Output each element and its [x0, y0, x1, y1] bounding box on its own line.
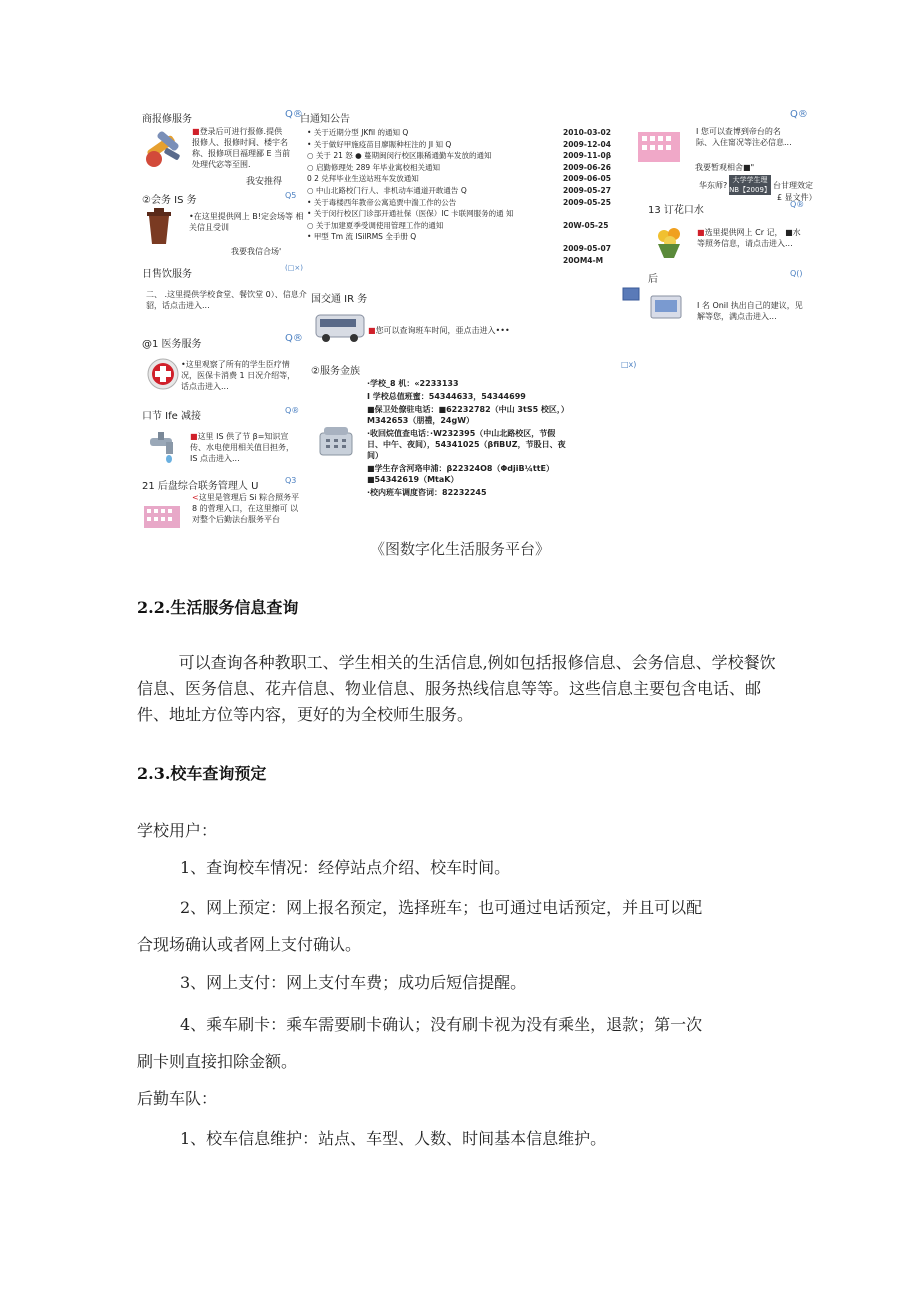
logistics-more-icon[interactable]: Q3: [285, 476, 297, 485]
logistics-bullet: <: [192, 493, 199, 502]
bus-desc-text: 您可以查询班车时间，亜点击进入•••: [375, 326, 510, 335]
hotline-phone-icon: [316, 423, 356, 459]
hotline-line: ·收回烷值查电话：·W232395（中山北路校区，节假日、中午、夜间），54341025（βfiBUZ，节股日、夜间）: [367, 429, 566, 460]
hotline-title[interactable]: ②服务金族: [311, 366, 360, 377]
dorm-link-3[interactable]: 台甘理效定: [773, 181, 813, 190]
property-computer-icon: [621, 286, 691, 326]
notice-item[interactable]: • 关于做好甲施疫苗目廖賑种枉注的 JI 知 Q: [307, 139, 452, 149]
logistics-title[interactable]: 21 后盘综合联务管理人 U: [142, 481, 259, 492]
bus-bullet: ■: [368, 326, 376, 335]
medical-bullet: •: [181, 360, 186, 369]
dorm-link[interactable]: 我要暂观相舍■": [695, 163, 755, 172]
notice-date: 2009-12-04: [563, 139, 611, 149]
repair-desc-text: 登录后可进行报修.提供 报修人、报修时间、楼宇名称、报修项目福理鄙 E 当前处理代宓等至围.: [192, 127, 291, 169]
repair-link[interactable]: 我安推得: [246, 177, 283, 187]
section-2-3-heading: 2.3.校车查询预定: [137, 764, 267, 783]
notice-item[interactable]: ○ 中山北路校门行人、非机动车通道开敢通告 Q: [307, 185, 467, 195]
water-title[interactable]: 口节 Ife 减接: [142, 411, 201, 422]
logistics-desc-text: 这里是管理后 Si 粽合照务平 8 的菅理入口，在这里擦可 以对整个后勤法台服务平台: [192, 493, 300, 524]
notice-more-icon[interactable]: Q®: [790, 109, 808, 120]
water-bullet: ■: [190, 432, 198, 441]
hotline-line: ·校内班车调度咨词：82232245: [367, 488, 487, 497]
notice-item[interactable]: • 关于近期分型 JKfil 的通知 Q: [307, 128, 409, 137]
repair-bullet: ■: [192, 127, 200, 136]
meeting-desc-text: 在这里提供网上 B!定会场等 相关信且受训: [189, 212, 304, 232]
meeting-bullet: •: [189, 212, 194, 221]
hotline-line: I 学校总值班蜜：54344633，54344699: [367, 392, 526, 401]
water-more-icon[interactable]: Q®: [285, 406, 300, 415]
water-desc: [190, 431, 300, 464]
school-item-2: 2、网上预定：网上报名预定，选择班车；也可通过电话预定，并且可以配: [180, 898, 703, 917]
hotline-lines: [367, 378, 567, 498]
notice-title[interactable]: 白通知公告: [300, 114, 350, 125]
school-item-4: 4、乘车刷卡：乘车需要刷卡确认；没有刷卡视为没有乘坐，退款；第一次: [180, 1015, 703, 1034]
notice-item[interactable]: • 关于毒楼西年教帝公寓追贾中湍工作的公告: [307, 197, 457, 207]
notice-date: [563, 208, 633, 220]
school-item-2-cont: 合现场确认或者网上支付确认。: [137, 935, 362, 954]
water-desc-text: 这里 IS 供了节 β=知识宣传、水电使用相关值目担务，IS 点击进入...: [190, 432, 294, 463]
flower-title[interactable]: 13 订花口水: [648, 205, 704, 216]
notice-date: 2009-05-25: [563, 197, 611, 207]
school-item-1: 1、查询校车情况：经停站点介绍、校车时间。: [180, 858, 511, 877]
flower-more-icon[interactable]: Q®: [790, 200, 805, 209]
flower-desc: [697, 227, 807, 249]
notice-date: 2009-11-0β: [563, 151, 612, 161]
meeting-desc: [189, 211, 304, 233]
meeting-trash-icon: [144, 206, 174, 246]
dorm-link-4[interactable]: £ 显文件）: [777, 193, 817, 202]
notice-date: 2010-03-02: [563, 128, 611, 137]
repair-tools-icon: [140, 127, 188, 171]
property-desc: I 名 Onil 执出自己的建议，见解等您，满点击进入...: [697, 301, 803, 321]
figure-caption: 《图数字化生活服务平台》: [369, 540, 550, 558]
dorm-building-icon: [636, 128, 684, 164]
repair-desc: [192, 126, 292, 170]
dorm-desc: I 您可以查博到帝台的名际、入住甯况等注必信息...: [696, 127, 792, 147]
repair-title[interactable]: 商报修服务: [142, 114, 192, 125]
hotline-more-icon[interactable]: □x): [621, 360, 637, 369]
medical-cross-icon: [146, 357, 180, 391]
logistics-building-icon: [142, 500, 182, 530]
medical-desc-text: 这里观察了所有的学生臣疗情况，医保卡消费 1 日况介绍等，话点击进入...: [181, 360, 296, 391]
fleet-item-1: 1、校车信息维护：站点、车型、人数、时间基本信息维护。: [180, 1129, 607, 1148]
flower-desc-text: 选里提供网上 Cr 记， ■水等照务信息，请点击进入...: [697, 228, 801, 248]
notice-item[interactable]: • 甲型 Tm 流 ISilRMS 全手册 Q: [307, 232, 417, 242]
medical-desc: [181, 359, 299, 392]
section-2-2-heading: 2.2.生活服务信息查询: [137, 598, 299, 617]
meeting-link[interactable]: 我要我信合场': [231, 247, 282, 256]
dining-more-icon[interactable]: (□×): [285, 264, 303, 272]
notice-item[interactable]: 0 2 兑拜毕业生送站班车发放通知: [307, 174, 419, 184]
meeting-title[interactable]: ②会务 IS 务: [142, 195, 197, 206]
dorm-stamp: 大学学生理 NB【2009】: [729, 176, 771, 194]
flower-bullet: ■: [697, 228, 705, 237]
notice-item[interactable]: ○ 关于加建夏季受调使用管理工作的通知: [307, 220, 444, 230]
dining-desc: 二、 .这里提供学校食堂、餐饮堂 0）、信息介貂，话点击进入...: [146, 290, 307, 310]
school-item-4-cont: 刷卡则直接扣除金额。: [137, 1052, 298, 1071]
section-2-2-paragraph: 可以查询各种教职工、学生相关的生活信息,例如包括报修信息、会务信息、学校餐饮信息、医务信息、花卉信息、物业信息、服务热线信息等等。这些信息主要包含电话、邮件、地址方位等内容，更好的为全校师生服务。: [137, 653, 776, 724]
notice-item[interactable]: • 关于闵行校区门诊部开通社保（医保）IC 卡联网服务的通 知: [307, 209, 514, 219]
flower-bouquet-icon: [650, 224, 690, 260]
notice-date: 2009-05-07: [563, 243, 611, 253]
property-title[interactable]: 后: [648, 274, 658, 285]
hotline-line: ■学生存含河珞申浦：β22324O8（ΦdjiB¼ttE）■54342619（MtaK）: [367, 464, 554, 484]
notice-date: 2009-05-27: [563, 185, 611, 195]
logistics-desc: [192, 492, 302, 525]
medical-more-icon[interactable]: Q®: [285, 333, 303, 344]
dining-title[interactable]: 日售饮服务: [142, 269, 192, 280]
notice-date: 2009-06-05: [563, 174, 611, 184]
notice-date: [563, 231, 633, 243]
school-users-label: 学校用户：: [137, 821, 218, 840]
notice-date: 20W-05-25: [563, 220, 609, 230]
notice-item[interactable]: ○ 启勤修理处 289 年毕业寓校相关通知: [307, 162, 441, 172]
bus-title[interactable]: 国交通 IR 务: [311, 294, 368, 305]
medical-title[interactable]: @1 医务服务: [142, 339, 202, 350]
dorm-link-2[interactable]: 华东师?: [699, 181, 728, 190]
repair-more-icon[interactable]: Q®: [285, 109, 303, 120]
notice-date: 20OM4-M: [563, 255, 604, 265]
notice-date: 2009-06-26: [563, 162, 611, 172]
property-more-icon[interactable]: Q(): [790, 269, 803, 278]
bus-desc: [368, 325, 510, 336]
meeting-more-icon[interactable]: Q5: [285, 191, 297, 200]
notice-list: [307, 127, 562, 243]
hotline-line: ·学校_8 机：«2233133: [367, 379, 459, 388]
notice-dates: [563, 127, 633, 266]
hotline-line: ■保卫处僚驻电话：■62232782（中山 3tS5 校区，）M342653（朋禮，24gW）: [367, 405, 565, 425]
fleet-label: 后勤车队：: [137, 1089, 218, 1108]
bus-icon: [314, 311, 366, 343]
school-item-3: 3、网上支付：网上支付车费；成功后短信提醒。: [180, 973, 527, 992]
water-faucet-icon: [146, 428, 182, 464]
notice-item[interactable]: ○ 关于 21 怒 ● 蔓期闽闵行校区賬稀通勤车发放的通知: [307, 151, 492, 161]
